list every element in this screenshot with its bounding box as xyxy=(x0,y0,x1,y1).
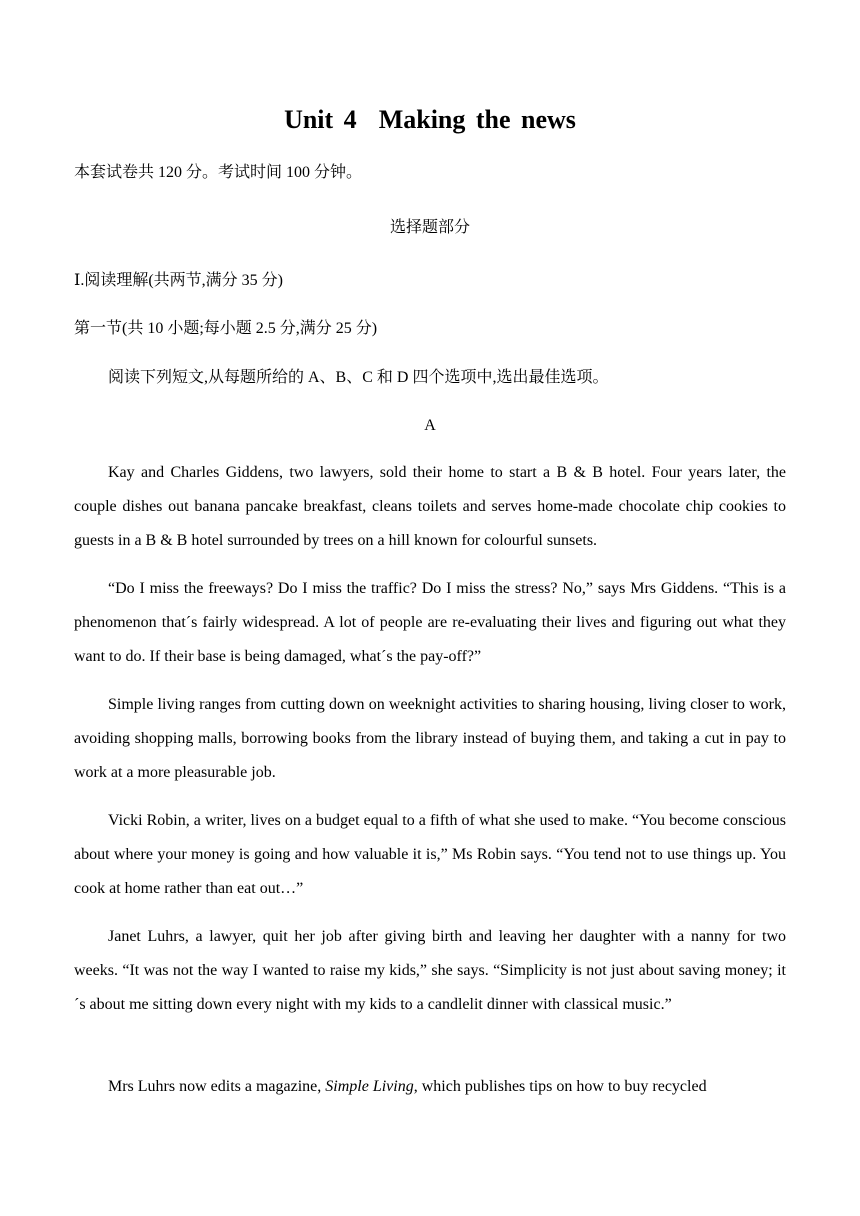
paragraph-6-start: Mrs Luhrs now edits a magazine, xyxy=(108,1078,326,1095)
part1-heading: Ⅰ.阅读理解(共两节,满分 35 分) xyxy=(74,272,283,289)
paragraph-6 xyxy=(74,1070,786,1104)
exam-intro: 本套试卷共 120 分。考试时间 100 分钟。 xyxy=(74,164,363,181)
paragraph-1: Kay and Charles Giddens, two lawyers, sold their home to start a B & B hotel. Four years later, the couple dishes out banana pancake breakfast, cleans toilets and serves home-made chocolate chip cookies to guests in a B & B hotel surrounded by trees on a hill known for colourful sunsets. xyxy=(74,464,786,549)
paragraph-6-end: , which publishes tips on how to buy recycled xyxy=(413,1078,707,1095)
section1-heading: 第一节(共 10 小题;每小题 2.5 分,满分 25 分) xyxy=(74,320,378,337)
section-heading: 选择题部分 xyxy=(389,217,470,236)
title-unit: Unit 4 xyxy=(284,105,357,134)
document-title xyxy=(74,104,786,136)
paragraph-3: Simple living ranges from cutting down on weeknight activities to sharing housing, living closer to work, avoiding shopping malls, borrowing books from the library instead of buying them, and taking a cut in pay to work at a more pleasurable job. xyxy=(74,696,786,781)
paragraph-4: Vicki Robin, a writer, lives on a budget equal to a fifth of what she used to make. “You become conscious about where your money is going and how valuable it is,” Ms Robin says. “You tend not to use things up. You cook at home rather than eat out…” xyxy=(74,812,786,897)
paragraph-2: “Do I miss the freeways? Do I miss the traffic? Do I miss the stress? No,” says Mrs Giddens. “This is a phenomenon that´s fairly widespread. A lot of people are re-evaluating their lives and figuring out what they want to do. If their base is being damaged, what´s the pay-off?” xyxy=(74,580,786,665)
paragraph-5: Janet Luhrs, a lawyer, quit her job after giving birth and leaving her daughter with a nanny for two weeks. “It was not the way I wanted to raise my kids,” she says. “Simplicity is not just about saving money; it´s about me sitting down every night with my kids to a candlelit dinner with classical music.” xyxy=(74,928,786,1013)
title-name: Making the news xyxy=(378,105,576,134)
passage-label: A xyxy=(424,417,436,434)
magazine-title: Simple Living xyxy=(325,1078,414,1095)
instructions: 阅读下列短文,从每题所给的 A、B、C 和 D 四个选项中,选出最佳选项。 xyxy=(108,369,609,386)
